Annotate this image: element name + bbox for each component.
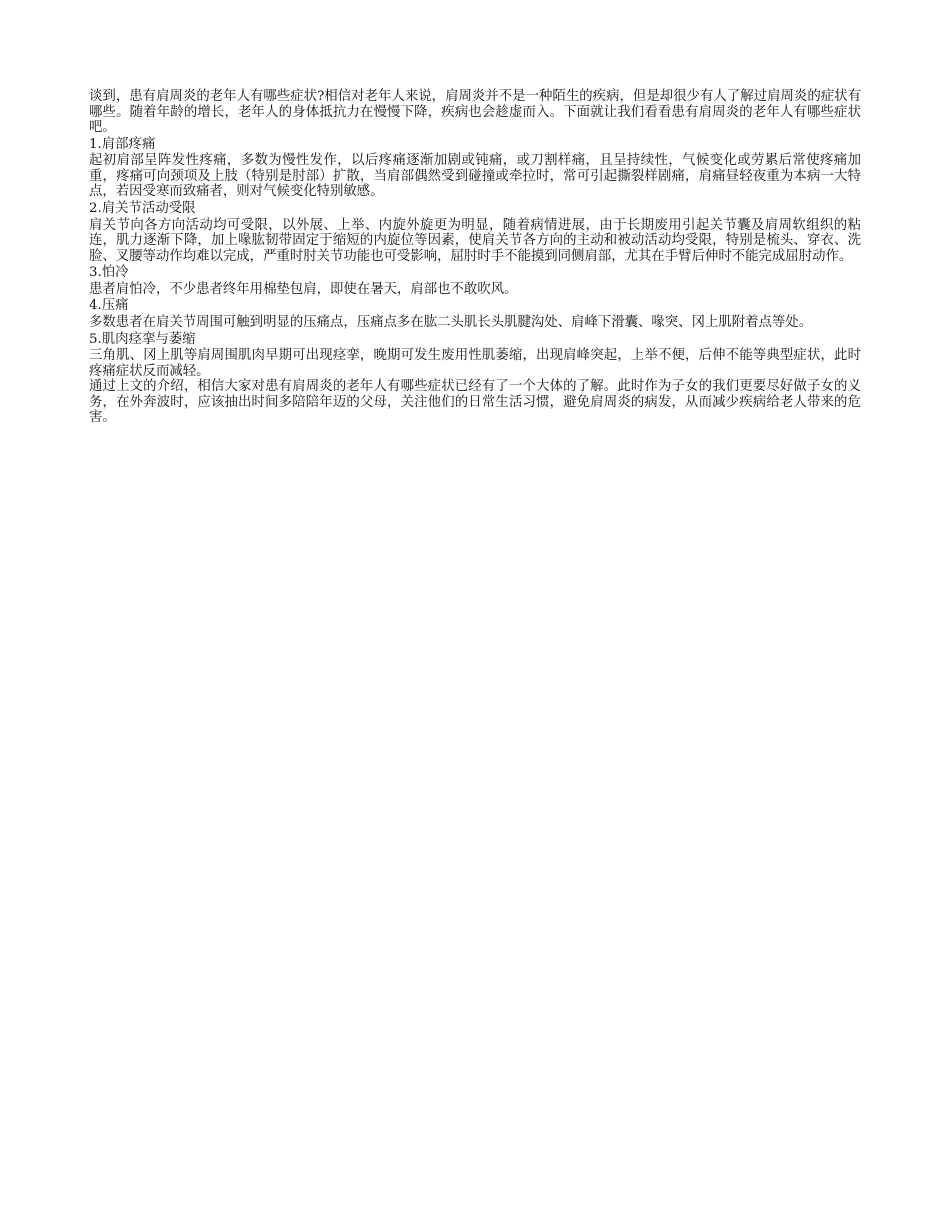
document-page [89,89,861,426]
section-heading-muscle-spasm: 5.肌肉痉挛与萎缩 [89,331,196,347]
section-body-cold-sensitivity: 患者肩怕冷，不少患者终年用棉垫包肩，即使在暑天，肩部也不敢吹风。 [89,281,518,297]
section-body-shoulder-pain: 起初肩部呈阵发性疼痛，多数为慢性发作，以后疼痛逐渐加剧或钝痛，或刀割样痛，且呈持续性，气候变化或劳累后常使疼痛加重，疼痛可向颈项及上肢（特别是肘部）扩散，当肩部偶然受到碰撞或牵拉时，常可引起撕裂样剧痛，肩痛昼轻夜重为本病一大特点，若因受寒而致痛者，则对气候变化特别敏感。 [89,153,861,200]
section-heading-tenderness: 4.压痛 [89,298,129,314]
conclusion-paragraph: 通过上文的介绍，相信大家对患有肩周炎的老年人有哪些症状已经有了一个大体的了解。此时作为子女的我们更要尽好做子女的义务，在外奔波时，应该抽出时间多陪陪年迈的父母，关注他们的日常生活习惯，避免肩周炎的病发，从而减少疾病给老人带来的危害。 [89,379,861,426]
section-body-muscle-spasm: 三角肌、冈上肌等肩周围肌肉早期可出现痉挛，晚期可发生废用性肌萎缩，出现肩峰突起，上举不便，后伸不能等典型症状，此时疼痛症状反而减轻。 [89,348,861,379]
section-body-limited-motion: 肩关节向各方向活动均可受限，以外展、上举、内旋外旋更为明显，随着病情进展，由于长期废用引起关节囊及肩周软组织的粘连，肌力逐渐下降，加上喙肱韧带固定于缩短的内旋位等因素，使肩关节各方向的主动和被动活动均受限，特别是梳头、穿衣、洗脸、叉腰等动作均难以完成，严重时肘关节功能也可受影响，屈肘时手不能摸到同侧肩部，尤其在手臂后伸时不能完成屈肘动作。 [89,217,861,264]
section-heading-shoulder-pain: 1.肩部疼痛 [89,136,156,152]
section-heading-limited-motion: 2.肩关节活动受限 [89,201,196,217]
section-body-tenderness: 多数患者在肩关节周围可触到明显的压痛点，压痛点多在肱二头肌长头肌腱沟处、肩峰下滑囊、喙突、冈上肌附着点等处。 [89,314,813,330]
intro-paragraph: 谈到，患有肩周炎的老年人有哪些症状?相信对老年人来说，肩周炎并不是一种陌生的疾病，但是却很少有人了解过肩周炎的症状有哪些。随着年龄的增长，老年人的身体抵抗力在慢慢下降，疾病也会趁虚而入。下面就让我们看看患有肩周炎的老年人有哪些症状吧。 [89,89,861,136]
section-heading-cold-sensitivity: 3.怕冷 [89,265,129,281]
